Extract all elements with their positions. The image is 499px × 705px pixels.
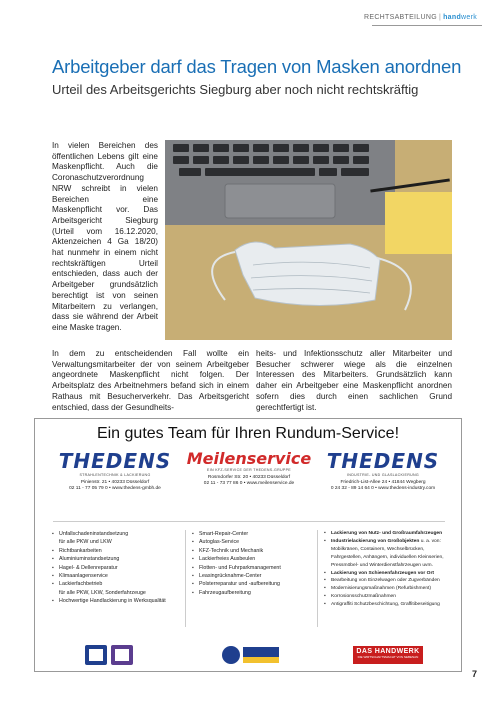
- logo-wordmark: THEDENS: [326, 449, 440, 473]
- header-rule: [372, 25, 482, 26]
- logo-tagline: EIN KFZ-SERVICE DER THEDENS-GRUPPE: [207, 468, 291, 472]
- service-item: ▪ Hagel- & Dellenreparatur: [59, 564, 181, 572]
- service-item: für alle PKW, LKW, Sonderfahrzeuge: [59, 589, 146, 596]
- service-item: ▪ Unfallschadeninstandsetzung: [59, 530, 181, 538]
- service-item: ▪ Smart-Repair-Center: [199, 530, 313, 538]
- address-line: Rosmdorfer Str. 20 • 40233 Düsseldorf: [207, 475, 291, 480]
- service-item: ▪ Klimaanlagenservice: [59, 572, 181, 580]
- service-item: ▪ Korrosionsschutzmaßnahmen: [331, 593, 457, 601]
- workshop-seal-icon: [221, 645, 281, 665]
- contact-line: 02 11 - 77 05 79 0 • www.thedens-gmbh.de: [69, 486, 161, 491]
- badge-subtitle: DIE WIRTSCHAFTSMACHT VON NEBENAN: [357, 655, 419, 659]
- services-left: [51, 530, 181, 606]
- column-divider: [317, 530, 318, 627]
- service-item: ▪ Lackierfreies Ausbeulen: [199, 555, 313, 563]
- address-line: Pinienstr. 21 • 40233 Düsseldorf: [80, 480, 150, 485]
- services-right: [323, 530, 457, 609]
- header-separator: |: [438, 14, 442, 21]
- section-label: RECHTSABTEILUNG: [364, 14, 437, 21]
- service-item: ▪ Bearbeitung von Einzelwagen oder Zugverbänden: [331, 577, 457, 585]
- service-item: ▪ Hochwertige Handlackierung in Werksqualität: [59, 597, 181, 605]
- service-item: ▪ Autoglas-Service: [199, 538, 313, 546]
- article-subtitle: Urteil des Arbeitsgerichts Siegburg aber noch nicht rechtskräftig: [52, 82, 419, 97]
- service-item: [331, 538, 457, 546]
- service-item: ▪ KFZ-Technik und Mechanik: [199, 547, 313, 555]
- brand-hand: hand: [443, 14, 462, 21]
- article-title: Arbeitgeber darf das Tragen von Masken anordnen: [52, 56, 462, 77]
- article-column-1: In vielen Bereichen des öffentlichen Lebens gilt eine Maskenpflicht. Auch die Coronaschutzverordnung NRW schreibt in vielen Bereichen eine Maskenpflicht vor. Das Arbeitsgericht Siegburg (Urteil vom 16.12.2020, Aktenzeichen 4 Ga 18/20) hat nunmehr in einem nicht rechtskräftigen Urteil entschieden, dass auch der Arbeitgeber grundsätzlich berechtigt ist von seinen Mitarbeitern zu verlangen, dass sie während der Arbeit eine Maske tragen.: [52, 141, 158, 332]
- article-column-2: In dem zu entscheidenden Fall wollte ein Verwaltungsmitarbeiter der von seinem Arbeitgeber angeordnete Maskenpflicht nicht folgen. Der Arbeitsplatz des Arbeitnehmers befand sich in einem Rathaus mit Besucherverkehr. Das Arbeitsgericht entschied, dass der Gesundheits-: [52, 349, 249, 412]
- service-item: ▪ Antigraffiti Schutzbeschichtung, Graffitibeseitigung: [331, 601, 457, 609]
- advertisement: [34, 418, 462, 672]
- service-item: ▪ Lackierung von Schienenfahrzeugen vor Ort: [331, 570, 457, 578]
- page-number: 7: [471, 669, 477, 679]
- article-photo: [165, 140, 452, 340]
- laptop-mask-image: [165, 140, 452, 340]
- services-mid: [191, 530, 313, 597]
- address-line: Friedrich-List-Allee 24 • 41844 Wegberg: [340, 480, 426, 485]
- service-item: ▪ Modernisierungsmaßnahmen (Refurbishment): [331, 585, 457, 593]
- das-handwerk-badge: [353, 646, 423, 664]
- ad-headline: Ein gutes Team für Ihren Rundum-Service!: [96, 425, 400, 442]
- contact-line: 02 11 - 73 77 86 0 • www.meilenservice.de: [203, 481, 295, 486]
- badge-title: DAS HANDWERK: [356, 648, 420, 655]
- ad-divider: [53, 521, 445, 522]
- service-item: ▪ Fahrzeugaufbereitung: [199, 589, 313, 597]
- logo-wordmark: Meilenservice: [186, 449, 312, 468]
- service-item: ▪ Lackierfachbetrieb: [59, 580, 181, 588]
- logo-thedens-1: [51, 449, 179, 507]
- service-item: ▪ Flotten- und Fuhrparkmanagement: [199, 564, 313, 572]
- column-divider: [185, 530, 186, 627]
- certificate-icon: [85, 645, 135, 665]
- service-item: Mobilkränen, Containern, Wechselbrücken,: [331, 546, 425, 552]
- service-item-text: Industrielackierung von Großobjekten: [331, 538, 420, 544]
- brand-label: [443, 14, 477, 21]
- contact-line: 0 24 32 - 89 14 64 0 • www.thedens-industry.com: [330, 486, 436, 491]
- certification-badges-left: [85, 645, 135, 670]
- logo-wordmark: THEDENS: [58, 449, 172, 473]
- brand-werk: werk: [461, 14, 477, 21]
- service-item: ▪ Polsterreparatur und -aufbereitung: [199, 580, 313, 588]
- service-item: für alle PKW und LKW: [59, 539, 112, 546]
- logo-meilenservice: [185, 449, 313, 507]
- certification-badges-mid: [221, 645, 281, 670]
- logo-address: [185, 475, 313, 487]
- service-item: ▪ Lackierung von Nutz- und Großraumfahrzeugen: [331, 530, 457, 538]
- logo-address: [319, 480, 447, 492]
- article-column-3: heits- und Infektionsschutz aller Mitarbeiter und Besucher schwerer wiege als die einzelnen Interessen des Mitarbeiters. Grundsätzlich kann daher ein Arbeitgeber eine Maskenpflicht anordnen sofern dies durch einen sachlichen Grund gerechtfertigt ist.: [256, 349, 452, 412]
- logo-tagline: INDUSTRIE- UND GLASLACKIERUNG: [347, 473, 419, 477]
- logo-address: [51, 480, 179, 492]
- service-item: ▪ Richtbankarbeiten: [59, 547, 181, 555]
- service-item: ▪ Leasingrücknahme-Center: [199, 572, 313, 580]
- service-item: Pressmöbel- und Winterdienstfahrzeugen uvm.: [331, 562, 433, 568]
- service-item-note: u. a. von:: [420, 538, 441, 544]
- service-item: ▪ Aluminiuminstandsetzung: [59, 555, 181, 563]
- logo-thedens-2: [319, 449, 447, 507]
- service-item: Fahrgestellen, Anhängern, individuellen Kleinserien,: [331, 554, 444, 560]
- logo-tagline: STRAHLENTECHNIK & LACKIERUNG: [79, 473, 151, 477]
- running-header: [364, 14, 477, 21]
